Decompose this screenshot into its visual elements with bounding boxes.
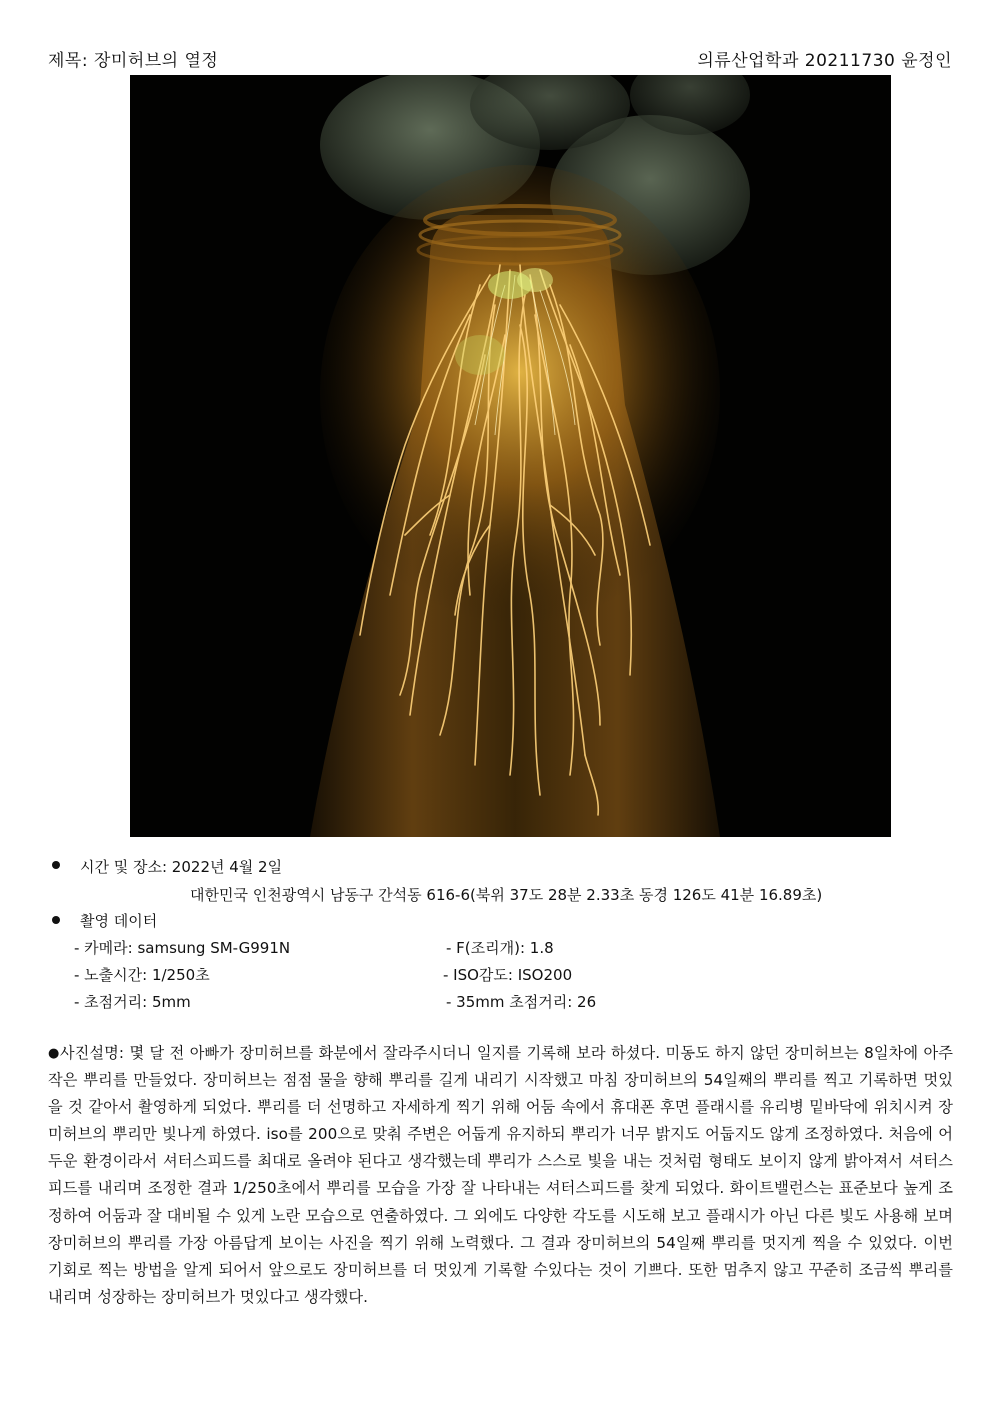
iso-info: - ISO감도: ISO200 (443, 966, 573, 984)
photo-description (48, 1040, 953, 1311)
time-place-label: 시간 및 장소: 2022년 4월 2일 (80, 858, 283, 876)
bullet-icon (52, 916, 60, 924)
location-text: 대한민국 인천광역시 남동구 간석동 616-6(북위 37도 28분 2.33초 동경 126도 41분 16.89초) (190, 886, 823, 904)
description-text: 사진설명: 몇 달 전 아빠가 장미허브를 화분에서 잘라주시더니 일지를 기록해 보라 하셨다. 미동도 하지 않던 장미허브는 8일차에 아주 작은 뿌리를 만들었다. 장미허브는 점점 물을 향해 뿌리를 길게 내리기 시작했고 마침 장미허브의 54일째의 뿌리를 찍고 기록하면 멋있을 것 같아서 촬영하게 되었다. 뿌리를 더 선명하고 자세하게 찍기 위해 어둠 속에서 휴대폰 후면 플래시를 유리병 밑바닥에 위치시켜 장미허브의 뿌리만 빛나게 하였다. iso를 200으로 맞춰 주변은 어둡게 유지하되 뿌리가 너무 밝지도 어둡지도 않게 조정하였다. 처음에 어두운 환경이라서 셔터스피드를 최대로 올려야 된다고 생각했는데 뿌리가 스스로 빛을 내는 것처럼 형태도 보이지 않게 밝아져서 셔터스피드를 내리며 조정한 결과 1/250초에서 뿌리를 모습을 가장 잘 나타내는 셔터스피드를 찾게 되었다. 화이트밸런스는 표준보다 높게 조정하여 어둠과 잘 대비될 수 있게 노란 모습으로 연출하였다. 그 외에도 다양한 각도를 시도해 보고 플래시가 아닌 다른 빛도 사용해 보며 장미허브의 뿌리를 가장 아름답게 보이는 사진을 찍기 위해 노력했다. 그 결과 장미허브의 54일째 뿌리를 멋지게 찍을 수 있었다. 이번 기회로 찍는 방법을 알게 되어서 앞으로도 장미허브를 더 멋있게 기록할 수있다는 것이 기쁘다. 또한 멈추지 않고 꾸준히 조금씩 뿌리를 내리며 성장하는 장미허브가 멋있다고 생각했다. (48, 1044, 954, 1306)
shooting-data-label: 촬영 데이터 (80, 912, 158, 930)
glowing-roots-illustration (130, 75, 891, 837)
root-photo (130, 75, 891, 837)
focal-length-info: - 초점거리: 5mm (74, 993, 191, 1011)
aperture-info: - F(조리개): 1.8 (446, 939, 554, 957)
author-info: 의류산업학과 20211730 윤정인 (697, 51, 952, 71)
focal-35mm-info: - 35mm 초점거리: 26 (446, 993, 597, 1011)
exposure-info: - 노출시간: 1/250초 (74, 966, 210, 984)
camera-info: - 카메라: samsung SM-G991N (74, 939, 291, 957)
description-bullet: ● (48, 1046, 60, 1061)
document-title: 제목: 장미허브의 열정 (48, 51, 219, 71)
bullet-icon (52, 861, 60, 869)
